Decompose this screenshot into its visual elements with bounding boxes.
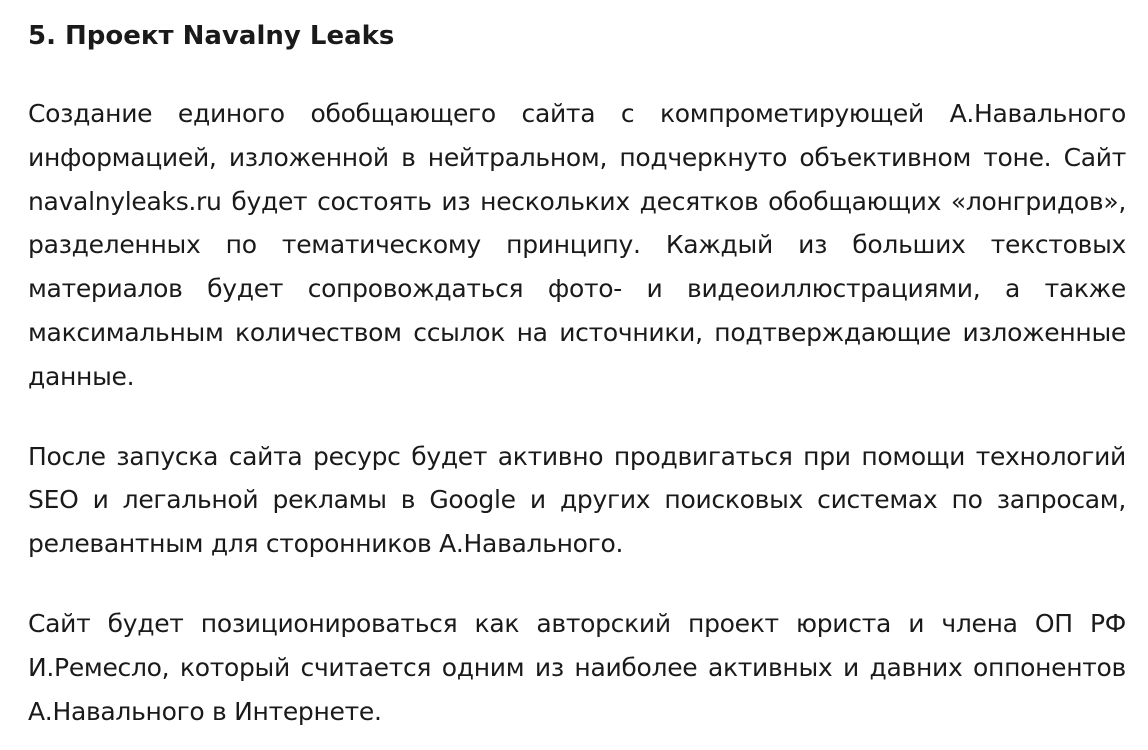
document-page <box>28 14 1126 733</box>
paragraph-promotion: После запуска сайта ресурс будет активно продвигаться при помощи технологий SEO и легальной рекламы в Google и других поисковых системах по запросам, релевантным для сторонников А.Навального. <box>28 441 1126 559</box>
paragraph-positioning: Сайт будет позиционироваться как авторский проект юриста и члена ОП РФ И.Ремесло, который считается одним из наиболее активных и давних оппонентов А.Навального в Интернете. <box>28 608 1126 726</box>
section-heading: 5. Проект Navalny Leaks <box>28 21 395 51</box>
paragraph-site-description: Создание единого обобщающего сайта с компрометирующей А.Навального информацией, изложенной в нейтральном, подчеркнуто объективном тоне. Сайт navalnyleaks.ru будет состоять из нескольких десятков обобщающих «лонгридов», разделенных по тематическому принципу. Каждый из больших текстовых материалов будет сопровождаться фото- и видеоиллюстрациями, а также максимальным количеством ссылок на источники, подтверждающие изложенные данные. <box>28 99 1126 391</box>
